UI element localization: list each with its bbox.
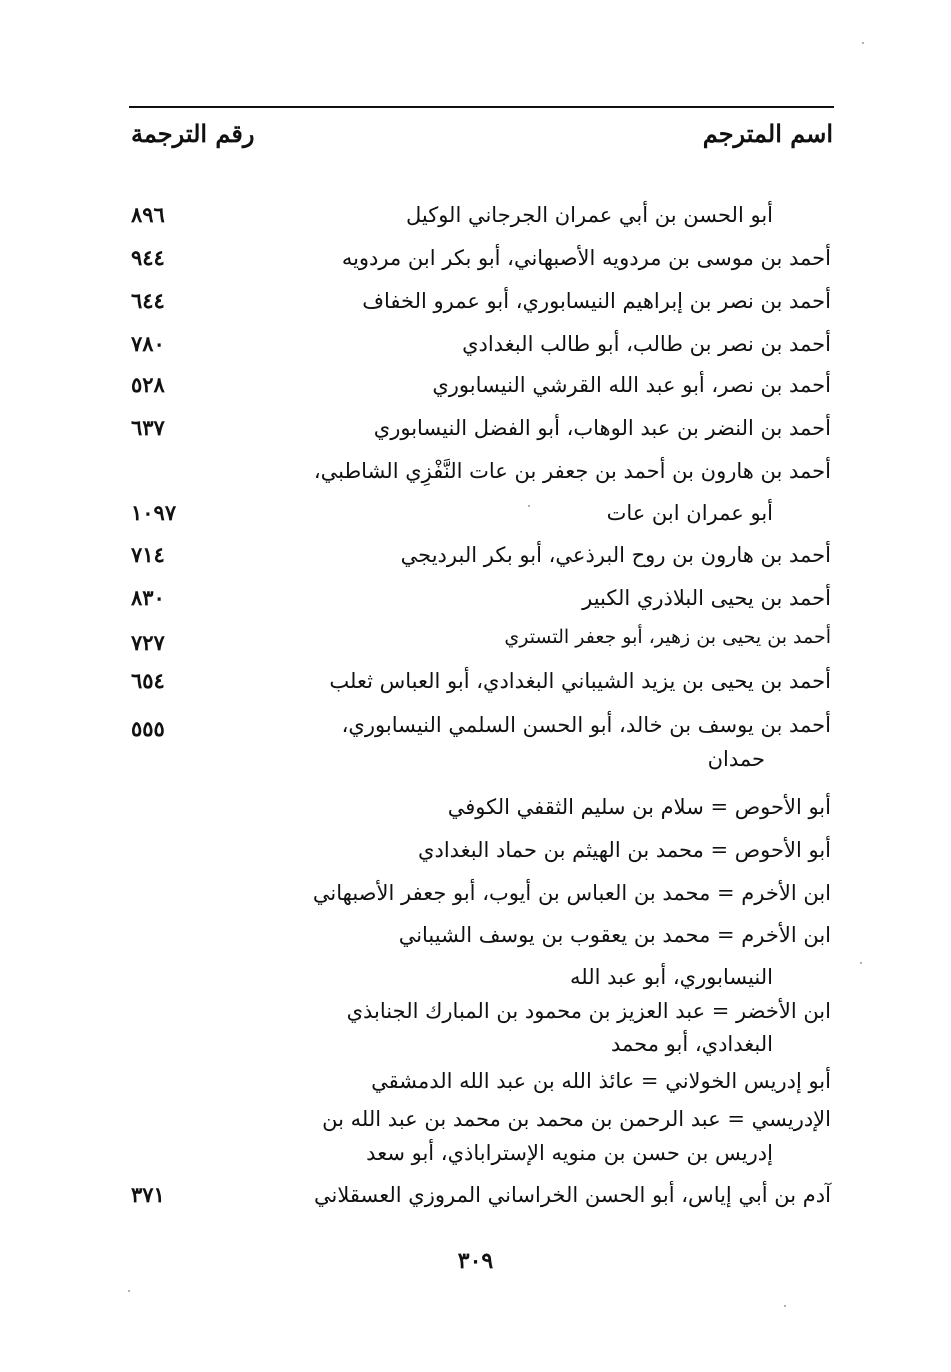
scan-speck bbox=[128, 1290, 130, 1292]
page-number: ٣٠٩ bbox=[457, 1248, 494, 1274]
entry-14-line-0: ابن الأخرم = محمد بن العباس بن أيوب، أبو جعفر الأصبهاني bbox=[312, 881, 831, 905]
column-header-name: اسم المترجم bbox=[702, 119, 833, 148]
entry-17-line-0: أبو إدريس الخولاني = عائذ الله بن عبد الله الدمشقي bbox=[371, 1069, 831, 1093]
entry-10-line-0: أحمد بن يحيى بن يزيد الشيباني البغدادي، أبو العباس ثعلب bbox=[329, 669, 831, 693]
entry-5-number: ٦٣٧ bbox=[131, 415, 165, 440]
entry-19-line-0: آدم بن أبي إياس، أبو الحسن الخراساني المروزي العسقلاني bbox=[314, 1183, 831, 1207]
entry-0-number: ٨٩٦ bbox=[131, 202, 165, 227]
entry-18-line-0: الإدريسي = عبد الرحمن بن محمد بن محمد بن عبد الله بن bbox=[322, 1107, 831, 1131]
entry-11-line-1: حمدان bbox=[707, 747, 765, 771]
entry-7-line-0: أحمد بن هارون بن روح البرذعي، أبو بكر البرديجي bbox=[400, 543, 831, 567]
entry-7-number: ٧١٤ bbox=[131, 542, 165, 567]
entry-4-line-0: أحمد بن نصر، أبو عبد الله القرشي النيسابوري bbox=[432, 373, 831, 397]
entry-15-line-0: ابن الأخرم = محمد بن يعقوب بن يوسف الشيباني bbox=[398, 923, 831, 947]
entry-19-number: ٣٧١ bbox=[131, 1182, 165, 1207]
entry-6-line-1: أبو عمران ابن عات bbox=[606, 501, 773, 525]
entry-0-line-0: أبو الحسن بن أبي عمران الجرجاني الوكيل bbox=[405, 203, 773, 227]
entry-18-line-1: إدريس بن حسن بن منويه الإستراباذي، أبو سعد bbox=[366, 1141, 773, 1165]
scan-speck bbox=[862, 42, 864, 44]
entry-5-line-0: أحمد بن النضر بن عبد الوهاب، أبو الفضل النيسابوري bbox=[373, 416, 831, 440]
entry-9-line-0: أحمد بن يحيى بن زهير، أبو جعفر التستري bbox=[504, 626, 831, 648]
entry-3-number: ٧٨٠ bbox=[131, 331, 165, 356]
entry-2-line-0: أحمد بن نصر بن إبراهيم النيسابوري، أبو عمرو الخفاف bbox=[362, 289, 831, 313]
column-header-number: رقم الترجمة bbox=[131, 119, 255, 148]
scan-speck bbox=[784, 1305, 786, 1307]
entry-9-number: ٧٢٧ bbox=[131, 630, 165, 655]
entry-15-line-1: النيسابوري، أبو عبد الله bbox=[570, 965, 773, 989]
entry-8-line-0: أحمد بن يحيى البلاذري الكبير bbox=[582, 586, 831, 610]
entry-16-line-0: ابن الأخضر = عبد العزيز بن محمود بن المبارك الجنابذي bbox=[346, 999, 831, 1023]
entry-6-line-0: أحمد بن هارون بن أحمد بن جعفر بن عات النَّفْزِي الشاطبي، bbox=[313, 459, 831, 483]
entry-12-line-0: أبو الأحوص = سلام بن سليم الثقفي الكوفي bbox=[447, 795, 831, 819]
header-rule bbox=[129, 106, 834, 108]
entry-13-line-0: أبو الأحوص = محمد بن الهيثم بن حماد البغدادي bbox=[418, 838, 831, 862]
entry-3-line-0: أحمد بن نصر بن طالب، أبو طالب البغدادي bbox=[462, 332, 831, 356]
entry-10-number: ٦٥٤ bbox=[131, 668, 165, 693]
entry-11-number: ٥٥٥ bbox=[131, 716, 165, 741]
scan-speck bbox=[528, 505, 530, 507]
entry-4-number: ٥٢٨ bbox=[131, 372, 165, 397]
entry-16-line-1: البغدادي، أبو محمد bbox=[611, 1032, 773, 1056]
entry-8-number: ٨٣٠ bbox=[131, 585, 165, 610]
entry-11-line-0: أحمد بن يوسف بن خالد، أبو الحسن السلمي النيسابوري، bbox=[341, 713, 831, 737]
entry-1-line-0: أحمد بن موسى بن مردويه الأصبهاني، أبو بكر ابن مردويه bbox=[341, 246, 831, 270]
scan-speck bbox=[860, 962, 862, 964]
entry-2-number: ٦٤٤ bbox=[131, 288, 165, 313]
entry-1-number: ٩٤٤ bbox=[131, 245, 165, 270]
entry-6-number: ١٠٩٧ bbox=[131, 500, 177, 525]
